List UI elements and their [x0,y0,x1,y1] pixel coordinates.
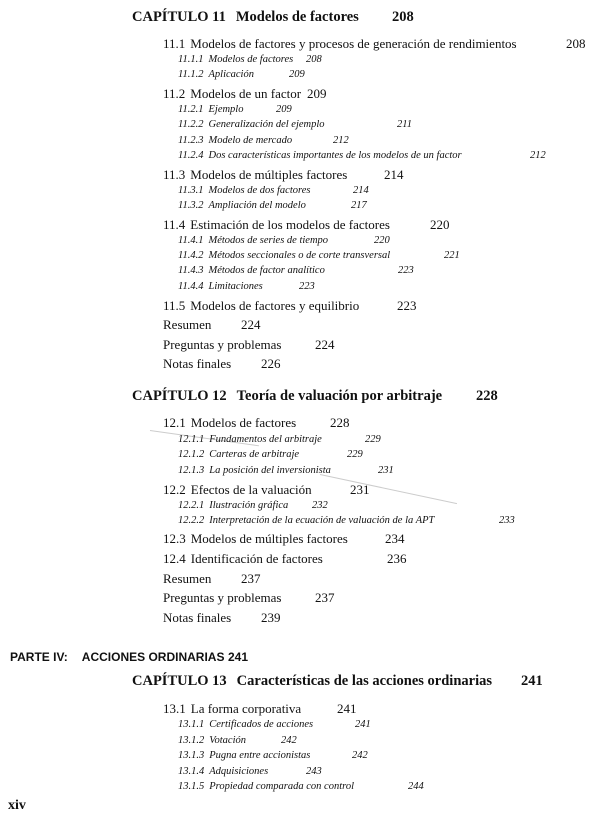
entry-page-number: 209 [276,104,292,115]
subsection-entry [178,434,322,445]
entry-title: Generalización del ejemplo [208,119,325,130]
subsection-entry [178,135,292,146]
entry-page-number: 241 [521,673,543,689]
entry-page-number: 224 [315,337,335,352]
entry-title: Modelos de factores y equilibrio [190,298,360,313]
entry-number: 11.3.1 [178,185,204,196]
entry-page-number: 228 [330,415,350,430]
subsection-entry [178,750,310,761]
entry-title: Modelos de factores y procesos de generación de rendimientos [190,36,517,51]
entry-number: 12.4 [163,551,186,566]
entry-number: 11.4.3 [178,265,204,276]
entry-title: Modelo de mercado [208,135,293,146]
subsection-entry [178,719,313,730]
entry-title: Modelos de factores [190,415,297,430]
entry-page-number: 226 [261,356,281,371]
entry-title: Notas finales [163,356,232,371]
entry-number: 13.1.5 [178,781,205,792]
entry-title: Limitaciones [208,281,263,292]
entry-title: Modelos de factores [235,9,359,25]
entry-page-number: 236 [387,551,407,566]
subsection-entry [178,735,246,746]
entry-page-number: 229 [347,449,363,460]
subsection-entry [178,766,268,777]
entry-title: Carteras de arbitraje [209,449,300,460]
subsection-entry [178,449,299,460]
subsection-entry [178,465,331,476]
section-entry [163,590,281,606]
entry-title: Modelos de un factor [190,86,302,101]
entry-title: Certificados de acciones [209,719,314,730]
entry-title: Modelos de dos factores [208,185,311,196]
entry-number: 11.5 [163,298,186,313]
entry-number: 11.2.1 [178,104,204,115]
entry-title: Notas finales [163,610,232,625]
subsection-entry [178,515,434,526]
entry-number: 11.2 [163,86,186,101]
entry-page-number: 208 [392,9,414,25]
chapter-heading [132,388,442,405]
entry-page-number: 214 [353,185,369,196]
subsection-entry [178,119,325,130]
entry-page-number: 223 [299,281,315,292]
entry-number: 11.4.2 [178,250,204,261]
entry-number: 11.2.4 [178,150,204,161]
entry-page-number: 229 [365,434,381,445]
entry-title: Ampliación del modelo [208,200,306,211]
entry-page-number: 224 [241,317,261,332]
entry-page-number: 211 [397,119,412,130]
entry-page-number: 237 [241,571,261,586]
entry-number: 11.4 [163,217,186,232]
entry-page-number: 243 [306,766,322,777]
entry-page-number: 220 [374,235,390,246]
entry-page-number: 237 [315,590,335,605]
section-entry [163,571,211,587]
subsection-entry [178,69,254,80]
entry-title: Modelos de factores [208,54,294,65]
entry-page-number: 239 [261,610,281,625]
entry-number: 11.4.4 [178,281,204,292]
entry-title: Votación [209,735,246,746]
section-entry [163,551,323,567]
entry-number: 12.1 [163,415,186,430]
entry-number: 12.2 [163,482,186,497]
subsection-entry [178,200,306,211]
entry-title: La forma corporativa [190,701,302,716]
chapter-heading [132,673,492,690]
entry-title: ACCIONES ORDINARIAS [81,650,225,664]
entry-number: 12.3 [163,531,186,546]
part-label: PARTE IV: [10,650,68,664]
entry-page-number: 231 [350,482,370,497]
section-entry [163,415,296,431]
subsection-entry [178,185,310,196]
entry-page-number: 241 [228,650,249,664]
part-heading [10,650,224,664]
entry-page-number: 223 [398,265,414,276]
entry-number: 12.2.1 [178,500,205,511]
entry-number: 11.4.1 [178,235,204,246]
entry-title: Modelos de múltiples factores [190,167,348,182]
entry-page-number: 241 [337,701,357,716]
entry-title: Teoría de valuación por arbitraje [236,388,443,404]
entry-page-number: 212 [530,150,546,161]
section-entry [163,482,312,498]
entry-number: 13.1.2 [178,735,205,746]
entry-page-number: 228 [476,388,498,404]
entry-page-number: 209 [307,86,327,101]
entry-page-number: 208 [306,54,322,65]
entry-number: 13.1.3 [178,750,205,761]
section-entry [163,36,517,52]
entry-page-number: 208 [566,36,586,51]
entry-number: 11.2.3 [178,135,204,146]
entry-title: Fundamentos del arbitraje [209,434,322,445]
entry-page-number: 231 [378,465,394,476]
entry-title: Ilustración gráfica [209,500,289,511]
entry-number: 12.1.3 [178,465,205,476]
chapter-label: CAPÍTULO 11 [132,9,226,25]
entry-page-number: 234 [385,531,405,546]
entry-page-number: 244 [408,781,424,792]
section-entry [163,317,211,333]
entry-title: Resumen [163,571,212,586]
section-entry [163,356,231,372]
section-entry [163,701,301,717]
entry-title: Resumen [163,317,212,332]
entry-page-number: 223 [397,298,417,313]
entry-number: 11.1.2 [178,69,204,80]
entry-title: Métodos seccionales o de corte transversal [208,250,391,261]
entry-title: Estimación de los modelos de factores [190,217,390,232]
entry-number: 13.1.4 [178,766,205,777]
chapter-label: CAPÍTULO 13 [132,673,227,689]
subsection-entry [178,235,328,246]
entry-title: Métodos de series de tiempo [208,235,329,246]
entry-number: 13.1 [163,701,186,716]
entry-number: 11.1.1 [178,54,204,65]
entry-page-number: 242 [281,735,297,746]
section-entry [163,531,348,547]
entry-title: Métodos de factor analítico [208,265,325,276]
entry-page-number: 241 [355,719,371,730]
entry-number: 11.3 [163,167,186,182]
subsection-entry [178,781,354,792]
page-number: xiv [8,798,26,813]
section-entry [163,217,390,233]
entry-number: 12.2.2 [178,515,205,526]
entry-number: 12.1.1 [178,434,205,445]
section-entry [163,298,359,314]
entry-title: Propiedad comparada con control [209,781,354,792]
entry-page-number: 220 [430,217,450,232]
entry-title: Adquisiciones [209,766,269,777]
entry-title: Preguntas y problemas [163,590,282,605]
section-entry [163,610,231,626]
entry-page-number: 232 [312,500,328,511]
subsection-entry [178,54,293,65]
entry-number: 11.3.2 [178,200,204,211]
subsection-entry [178,104,243,115]
entry-page-number: 221 [444,250,460,261]
subsection-entry [178,150,462,161]
entry-title: Interpretación de la ecuación de valuación de la APT [209,515,435,526]
entry-title: Dos características importantes de los modelos de un factor [208,150,462,161]
entry-page-number: 209 [289,69,305,80]
subsection-entry [178,265,325,276]
entry-number: 11.1 [163,36,186,51]
entry-title: Ejemplo [208,104,244,115]
entry-title: Modelos de múltiples factores [190,531,348,546]
section-entry [163,86,301,102]
subsection-entry [178,250,390,261]
entry-number: 12.1.2 [178,449,205,460]
entry-number: 13.1.1 [178,719,205,730]
entry-title: Efectos de la valuación [190,482,312,497]
entry-title: Preguntas y problemas [163,337,282,352]
entry-title: La posición del inversionista [209,465,331,476]
entry-title: Identificación de factores [190,551,323,566]
subsection-entry [178,500,288,511]
section-entry [163,337,281,353]
subsection-entry [178,281,263,292]
entry-page-number: 217 [351,200,367,211]
entry-page-number: 242 [352,750,368,761]
entry-title: Pugna entre accionistas [209,750,311,761]
chapter-heading [132,9,359,26]
entry-page-number: 212 [333,135,349,146]
entry-number: 11.2.2 [178,119,204,130]
entry-title: Características de las acciones ordinarias [236,673,492,689]
entry-page-number: 233 [499,515,515,526]
section-entry [163,167,347,183]
entry-title: Aplicación [208,69,254,80]
entry-page-number: 214 [384,167,404,182]
chapter-label: CAPÍTULO 12 [132,388,227,404]
